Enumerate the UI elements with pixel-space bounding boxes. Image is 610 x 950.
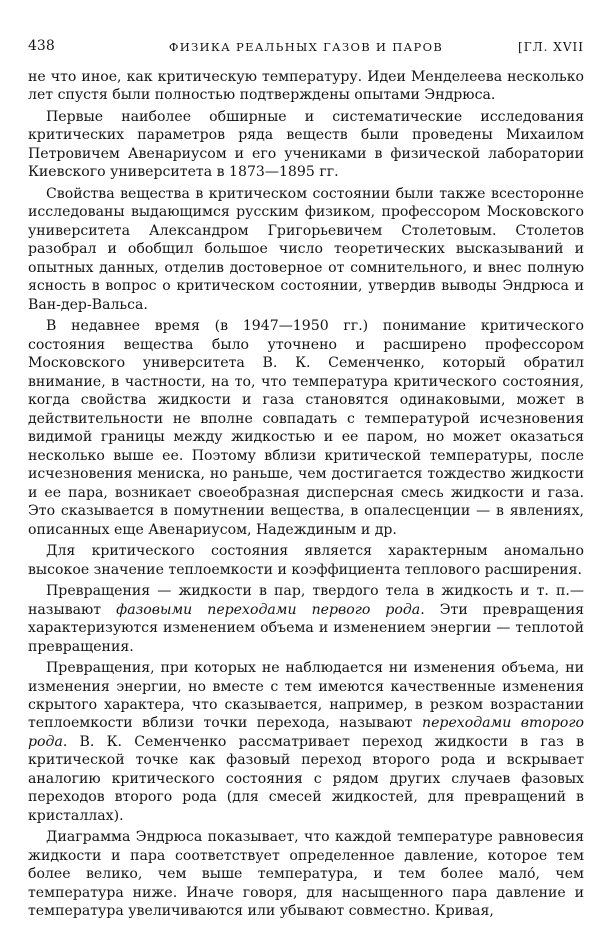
paragraph	[28, 828, 584, 920]
page-number: 438	[28, 38, 55, 54]
italic-term: переходами второго рода	[28, 715, 584, 750]
text-segment: Превращения, при которых не наблюдается ни изменения объема, ни изменения энергии, но вместе с тем имеются качественные изменения скрытого характера, что сказывается, например, в резком возрастании теплоемкости вблизи точки перехода, называют	[28, 660, 584, 732]
text-segment: . Эти превращения характеризуются изменением объема и изменением энергии — теплотой превращения.	[28, 601, 584, 655]
running-title: ФИЗИКА РЕАЛЬНЫХ ГАЗОВ И ПАРОВ	[168, 40, 444, 54]
chapter-label: [ГЛ. XVII	[518, 40, 584, 54]
paragraph	[28, 582, 584, 656]
paragraph	[28, 185, 584, 314]
text-segment: Превращения — жидкости в пар, твердого тела в жидкость и т. п.— называют	[28, 583, 584, 618]
text-segment: не что иное, как критическую температуру. Идеи Менделеева несколько лет спустя были полностью подтверждены опытами Эндрюса.	[28, 69, 584, 104]
text-segment: Диаграмма Эндрюса показывает, что каждой температуре равновесия жидкости и пара соответствует определенное давление, которое тем более велико, чем выше температура, и тем более мало́, чем температура ниже. Иначе говоря, для насыщенного пара давление и температура увеличиваются или убывают совместно. Кривая,	[28, 829, 584, 920]
paragraph	[28, 542, 584, 579]
text-segment: . В. К. Семенченко рассматривает переход жидкости в газ в критической точке как фазовый переход второго рода и вскрывает аналогию критического состояния с рядом других случаев фазовых переходов второго рода (для смесей жидкостей, для превращений в кристаллах).	[28, 733, 584, 824]
paragraph	[28, 317, 584, 539]
text-segment: Первые наиболее обширные и систематические исследования критических параметров ряда веществ были проведены Михаилом Петровичем Авенариусом и его учениками в физической лаборатории Киевского университета в 1873—1895 гг.	[28, 108, 584, 181]
text-segment: Для критического состояния является характерным аномально высокое значение теплоемкости и коэффициента теплового расширения.	[28, 543, 584, 578]
page-header	[28, 36, 584, 56]
italic-term: фазовыми переходами первого рода	[116, 601, 421, 618]
text-segment: В недавнее время (в 1947—1950 гг.) понимание критического состояния вещества было уточнено и расширено профессором Московского университета В. К. Семенченко, который обратил внимание, в частности, на то, что температура критического состояния, когда свойства жидкости и газа становятся одинаковыми, может в действительности не вполне совпадать с температурой исчезновения видимой границы между жидкостью и ее паром, но может оказаться несколько выше ее. Поэтому вблизи критической температуры, после исчезновения мениска, но раньше, чем достигается тождество жидкости и ее пара, возникает своеобразная дисперсная смесь жидкости и газа. Это сказывается в помутнении вещества, в опалесценции — в явлениях, описанных еще Авенариусом, Надеждиным и др.	[28, 318, 584, 538]
text-segment: Свойства вещества в критическом состоянии были также всесторонне исследованы выдающимся русским физиком, профессором Московского университета Александром Григорьевичем Столетовым. Столетов разобрал и обобщил большое число теоретических высказываний и опытных данных, отделив достоверное от сомнительного, и внес полную ясность в вопрос о критическом состоянии, утвердив выводы Эндрюса и Ван-дер-Вальса.	[28, 185, 584, 313]
paragraph	[28, 659, 584, 825]
page-body	[28, 68, 584, 924]
paragraph	[28, 108, 584, 182]
paragraph	[28, 68, 584, 105]
